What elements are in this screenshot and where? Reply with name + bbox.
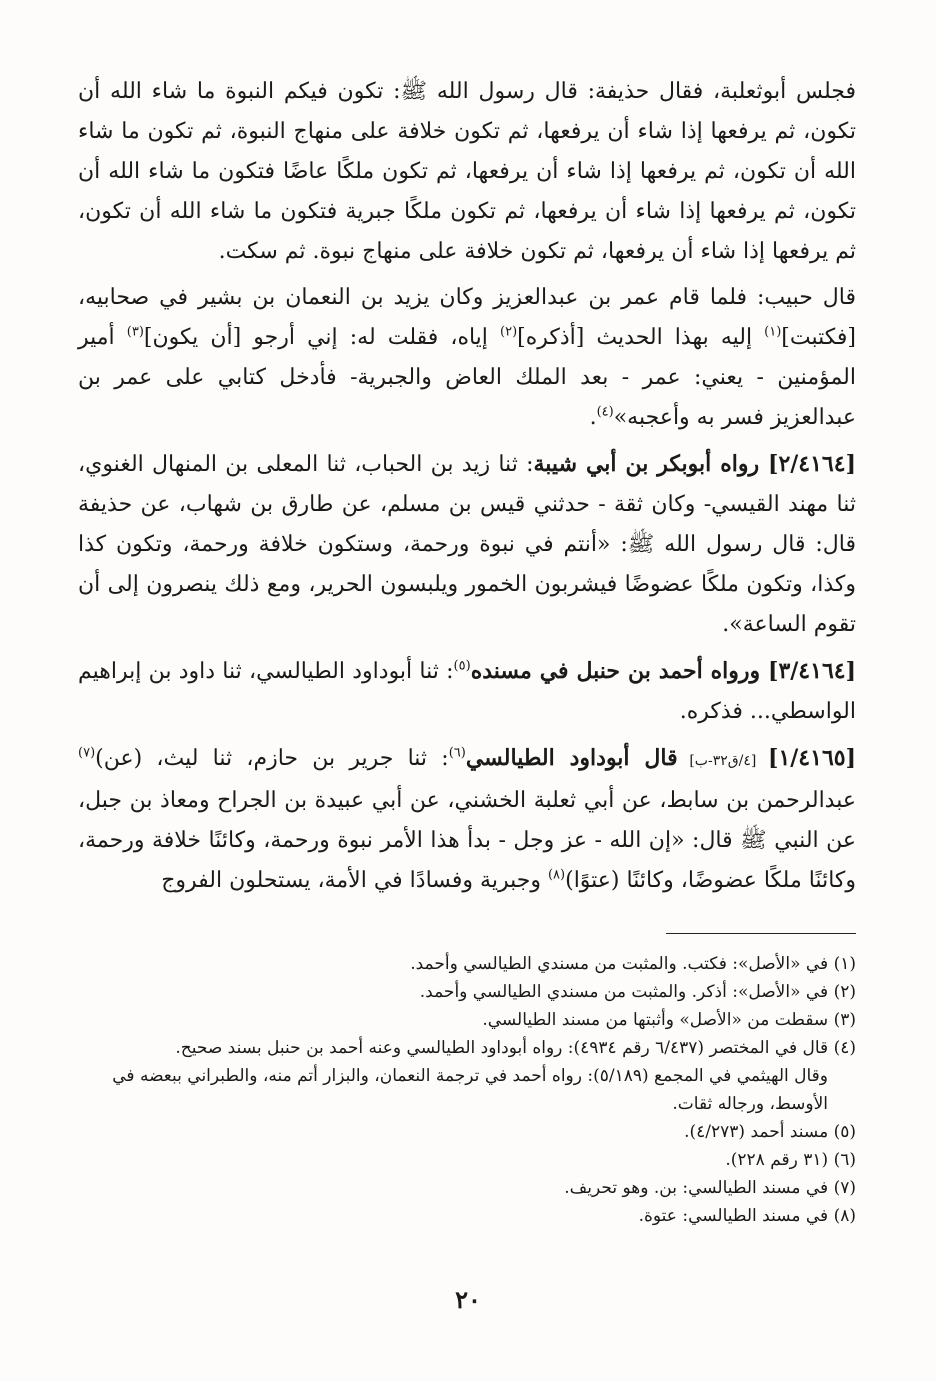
hadith-reference: [٢/٤١٦٤] رواه أبوبكر بن أبي شيبة (533, 451, 856, 477)
footnote-marker: (٧) (78, 745, 96, 761)
paragraph-4 (78, 651, 856, 732)
paragraph-text: إليه بهذا الحديث [أذكره] (517, 325, 765, 350)
page-number: ٢٠ (455, 1285, 481, 1314)
paragraph-text: عبدالرحمن بن سابط، عن أبي ثعلبة الخشني، عن أبي عبيدة بن الجراح ومعاذ بن جبل، عن النبي ﷺ قال: «إن الله - عز وجل - بدأ هذا الأمر نبوة ورحمة، وكائنًا خلافة ورحمة، وكائنًا ملكًا عضوضًا، وكائنًا (عتوًا) (78, 788, 856, 893)
footnote-separator (666, 933, 856, 934)
footnote: (٢) في «الأصل»: أذكر. والمثبت من مسندي الطيالسي وأحمد. (419, 982, 856, 1002)
paragraph-text: : ثنا جرير بن حازم، ثنا ليث، (عن) (95, 746, 449, 771)
footnote: (٧) في مسند الطيالسي: بن. وهو تحريف. (564, 1178, 856, 1198)
footnote: (٦) (٣١ رقم ٢٢٨). (725, 1150, 856, 1170)
hadith-reference: قال أبوداود الطيالسي (465, 745, 678, 771)
paragraph-text: أمير المؤمنين - يعني: عمر - بعد الملك العاض والجبرية- فأدخل كتابي على عمر بن عبدالعزيز فسر به وأعجبه» (78, 325, 856, 430)
hadith-reference: [١/٤١٦٥] (768, 745, 856, 771)
main-text (78, 72, 856, 905)
paragraph-3 (78, 444, 856, 645)
footnotes (78, 950, 856, 1230)
footnote-marker: (١) (764, 324, 782, 340)
paragraph-text: : ثنا زيد بن الحباب، ثنا المعلى بن المنهال الغنوي، ثنا مهند القيسي- وكان ثقة - حدثني قيس بن مسلم، عن طارق بن شهاب، عن حذيفة قال: قال رسول الله ﷺ: «أنتم في نبوة ورحمة، وستكون خلافة ورحمة، وتكون كذا وكذا، وتكون ملكًا عضوضًا فيشربون الخمور ويلبسون الحرير، ومع ذلك ينصرون إلى أن تقوم الساعة». (78, 452, 856, 637)
footnote: (٤) قال في المختصر (٦/٤٣٧ رقم ٤٩٣٤): رواه أبوداود الطيالسي وعنه أحمد بن حنبل بسند صحيح. (175, 1038, 856, 1058)
paragraph-2 (78, 278, 856, 438)
paragraph-text: فجلس أبوثعلبة، فقال حذيفة: قال رسول الله ﷺ: تكون فيكم النبوة ما شاء الله أن تكون، ثم يرفعها إذا شاء أن يرفعها، ثم تكون خلافة على منهاج النبوة، ثم تكون ما شاء الله أن تكون، ثم يرفعها إذا شاء أن يرفعها، ثم تكون ملكًا عاضًا فتكون ما شاء الله أن تكون، ثم يرفعها إذا شاء أن يرفعها، ثم تكون ملكًا جبرية فتكون ما شاء الله أن تكون، ثم يرفعها إذا شاء أن يرفعها، ثم تكون خلافة على منهاج نبوة. ثم سكت. (78, 79, 856, 264)
paragraph-text: : ثنا أبوداود الطيالسي، ثنا داود بن إبراهيم الواسطي... فذكره. (78, 659, 856, 724)
footnote-continuation: وقال الهيثمي في المجمع (٥/١٨٩): رواه أحمد في ترجمة النعمان، والبزار أتم منه، والطبراني ببعضه في الأوسط، ورجاله ثقات. (112, 1066, 828, 1114)
paragraph-text: قال حبيب: فلما قام عمر بن عبدالعزيز وكان يزيد بن النعمان بن بشير في صحابيه، [فكتبت] (78, 285, 857, 350)
footnote: (٥) مسند أحمد (٤/٢٧٣). (684, 1122, 856, 1142)
footnote-marker: (٣) (126, 324, 144, 340)
footnote-marker: (٨) (547, 867, 566, 883)
paragraph-text: وجبرية وفسادًا في الأمة، يستحلون الفروج (161, 868, 548, 893)
paragraph-1 (78, 72, 856, 272)
hadith-reference: [٣/٤١٦٤] ورواه أحمد بن حنبل في مسنده (470, 658, 856, 684)
footnote-marker: (٤) (596, 404, 614, 420)
paragraph-text: . (589, 405, 597, 430)
footnote: (٣) سقطت من «الأصل» وأثبتها من مسند الطيالسي. (482, 1010, 856, 1030)
footnote-marker: (٢) (500, 324, 518, 340)
manuscript-reference: [٤/ق٣٢-ب] (677, 753, 769, 769)
footnote-marker: (٥) (453, 658, 471, 674)
footnote: (١) في «الأصل»: فكتب. والمثبت من مسندي الطيالسي وأحمد. (410, 954, 856, 974)
footnote: (٨) في مسند الطيالسي: عتوة. (638, 1206, 856, 1226)
footnote-marker: (٦) (448, 745, 466, 761)
paragraph-text: إياه، فقلت له: إني أرجو [أن يكون] (143, 325, 500, 350)
paragraph-5 (78, 738, 856, 901)
